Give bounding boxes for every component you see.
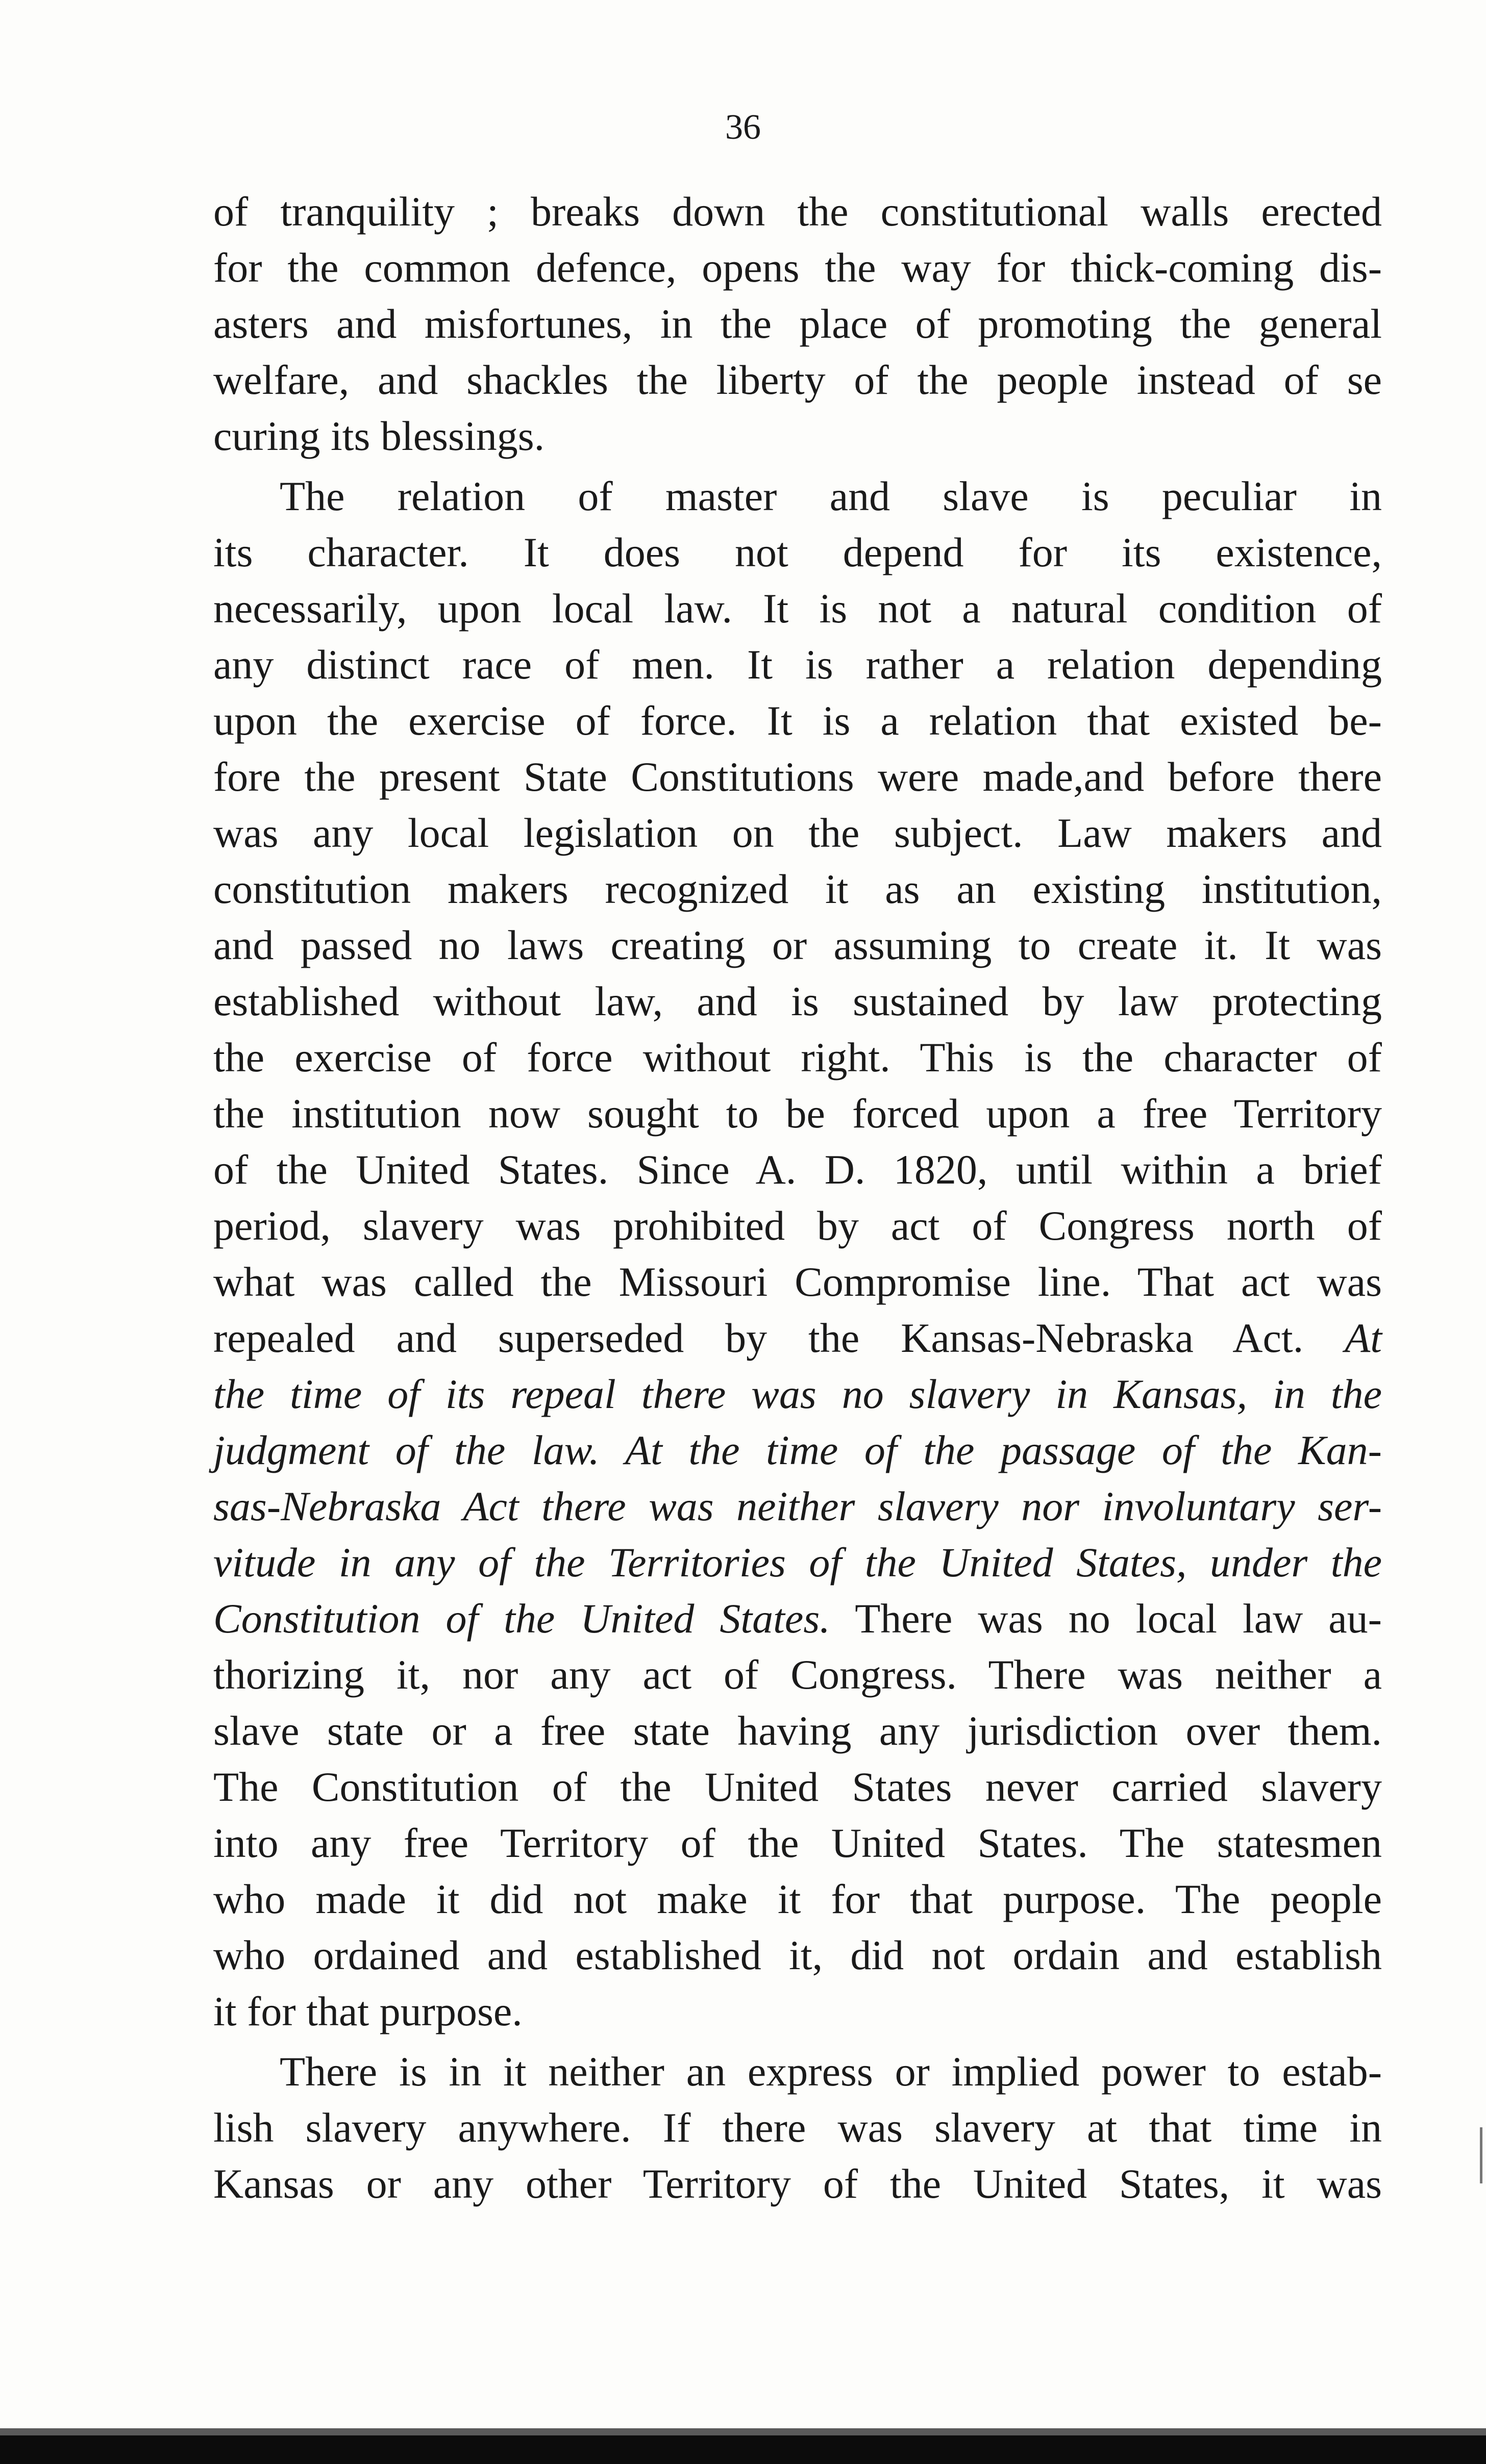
margin-mark (1480, 2127, 1482, 2183)
text-line: asters and misfortunes, in the place of promoting the general (213, 300, 1382, 347)
text-line: who ordained and established it, did not ordain and establish (213, 1932, 1382, 1978)
text-line: upon the exercise of force. It is a relation that existed be- (213, 697, 1382, 744)
text-line-italic: vitude in any of the Territories of the United States, under the (213, 1539, 1382, 1586)
text-line: of tranquility ; breaks down the constitutional walls erected (213, 188, 1382, 235)
text-line-italic: judgment of the law. At the time of the passage of the Kan- (213, 1427, 1382, 1473)
text-line: it for that purpose. (213, 1988, 523, 2034)
text-line: what was called the Missouri Compromise line. That act was (213, 1259, 1382, 1305)
text-line: who made it did not make it for that purpose. The people (213, 1876, 1382, 1922)
text-line: fore the present State Constitutions were made,and before there (213, 753, 1382, 800)
text-line: the exercise of force without right. This is the character of (213, 1034, 1382, 1080)
text-line: for the common defence, opens the way for thick-coming dis- (213, 244, 1382, 291)
page-number: 36 (725, 108, 761, 147)
text-line-italic: sas-Nebraska Act there was neither slavery nor involuntary ser- (213, 1483, 1382, 1529)
text-line: constitution makers recognized it as an existing institution, (213, 866, 1382, 912)
text-line: and passed no laws creating or assuming to create it. It was (213, 922, 1382, 968)
text-segment: repealed and superseded by the Kansas-Nebraska Act. (213, 1315, 1304, 1361)
text-line: was any local legislation on the subject. Law makers and (213, 810, 1382, 856)
bottom-scan-border (0, 2435, 1486, 2464)
text-line: slave state or a free state having any jurisdiction over them. (213, 1707, 1382, 1754)
text-segment: There was no local law au- (855, 1595, 1382, 1642)
text-line: necessarily, upon local law. It is not a natural condition of (213, 585, 1382, 632)
text-line-mixed (213, 1310, 1382, 1366)
text-line: Kansas or any other Territory of the United States, it was (213, 2160, 1382, 2207)
text-line: of the United States. Since A. D. 1820, until within a brief (213, 1146, 1382, 1193)
text-segment-italic: Constitution of the United States. (213, 1595, 830, 1642)
body-text (213, 184, 1382, 2212)
text-line-mixed (213, 1591, 1382, 1647)
text-line: established without law, and is sustained by law protecting (213, 978, 1382, 1024)
text-line: its character. It does not depend for its existence, (213, 529, 1382, 575)
text-line: There is in it neither an express or implied power to estab- (280, 2048, 1382, 2095)
text-line: The Constitution of the United States never carried slavery (213, 1764, 1382, 1810)
text-line: the institution now sought to be forced upon a free Territory (213, 1090, 1382, 1137)
text-line: lish slavery anywhere. If there was slavery at that time in (213, 2104, 1382, 2151)
text-line: into any free Territory of the United States. The statesmen (213, 1820, 1382, 1866)
text-line: period, slavery was prohibited by act of Congress north of (213, 1202, 1382, 1249)
text-line-italic: the time of its repeal there was no slavery in Kansas, in the (213, 1371, 1382, 1417)
bottom-edge-shadow (0, 2428, 1486, 2435)
text-line: thorizing it, nor any act of Congress. There was neither a (213, 1651, 1382, 1698)
text-line: welfare, and shackles the liberty of the people instead of se (213, 357, 1382, 403)
text-line: curing its blessings. (213, 413, 545, 459)
text-segment-italic: At (1345, 1315, 1382, 1361)
text-line: any distinct race of men. It is rather a relation depending (213, 641, 1382, 688)
text-line: The relation of master and slave is peculiar in (280, 473, 1382, 519)
